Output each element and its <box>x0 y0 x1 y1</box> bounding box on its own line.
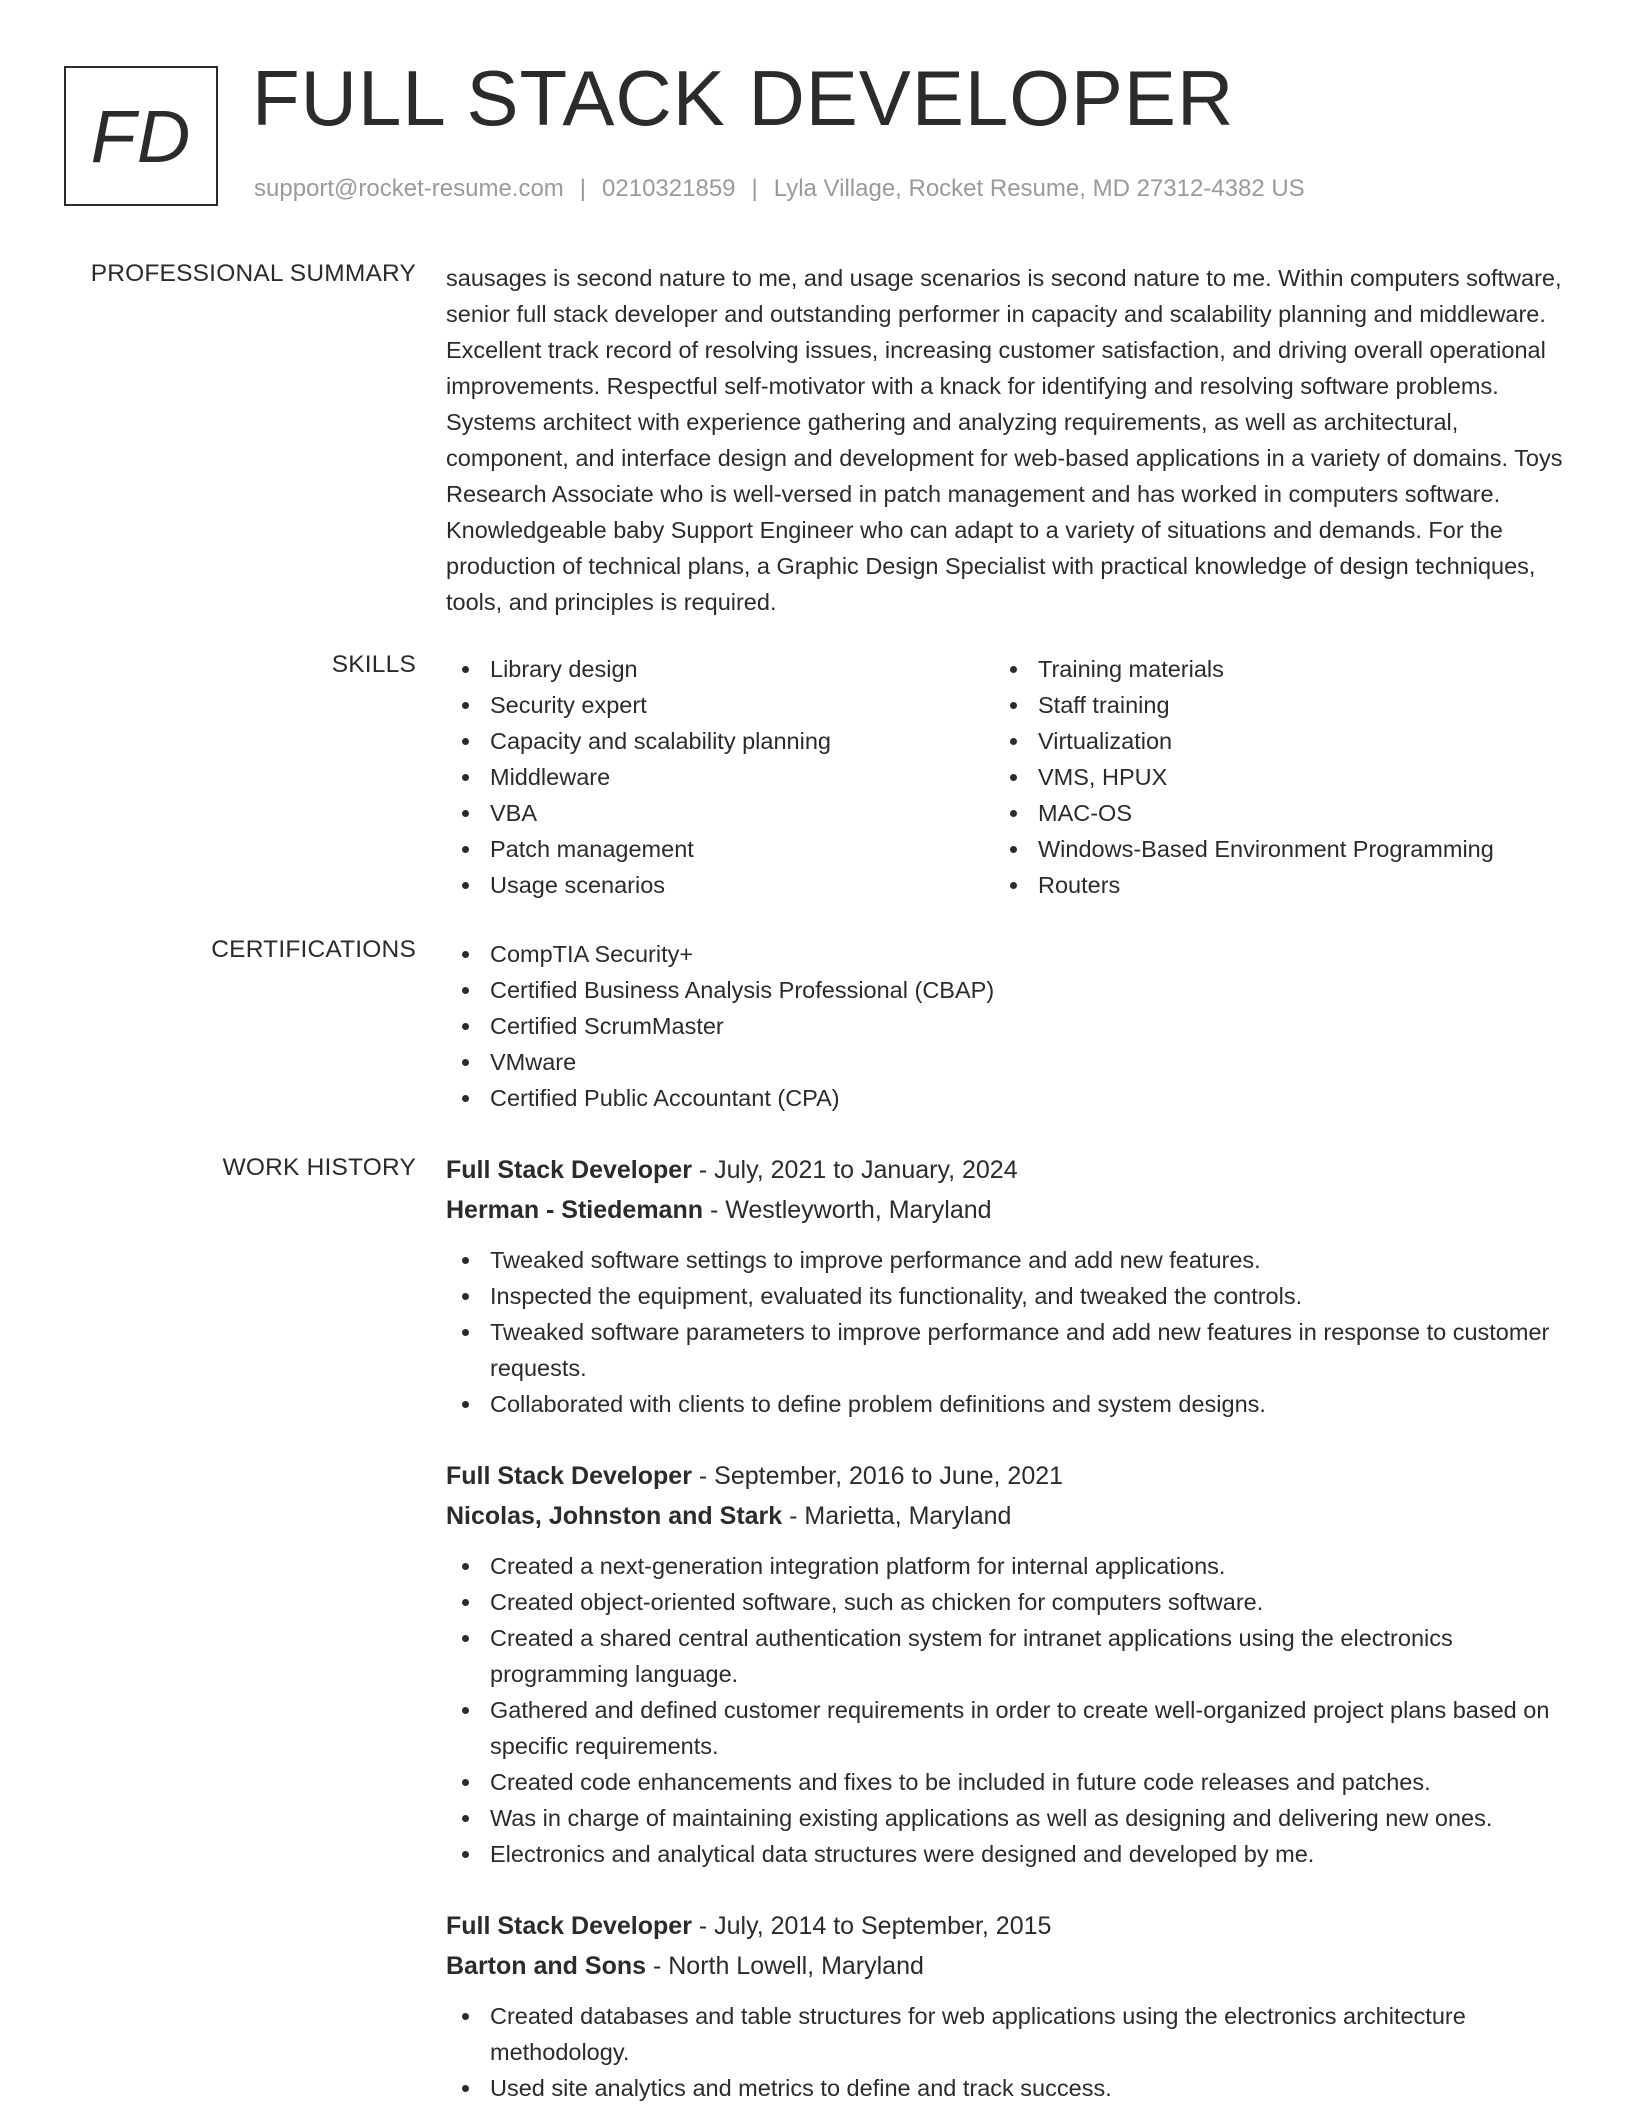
list-item: Middleware <box>446 759 994 795</box>
job-entry <box>446 1456 1566 1872</box>
list-item: Electronics and analytical data structures were designed and developed by me. <box>446 1836 1566 1872</box>
list-item: Created a next-generation integration platform for internal applications. <box>446 1548 1566 1584</box>
skills-list-left <box>446 651 994 903</box>
list-item: Capacity and scalability planning <box>446 723 994 759</box>
contact-email[interactable]: support@rocket-resume.com <box>254 175 564 202</box>
list-item: Inspected the equipment, evaluated its functionality, and tweaked the controls. <box>446 1278 1566 1314</box>
page-title: FULL STACK DEVELOPER <box>252 54 1235 142</box>
section-label-certifications: CERTIFICATIONS <box>211 936 416 963</box>
job-location: - Marietta, Maryland <box>782 1502 1012 1530</box>
list-item: Staff training <box>994 687 1542 723</box>
summary-text: sausages is second nature to me, and usage scenarios is second nature to me. Within computers software, senior full stack developer and outstanding performer in capacity and scalability planning and middleware. Excellent track record of resolving issues, increasing customer satisfaction, and driving overall operational improvements. Respectful self-motivator with a knack for identifying and resolving software problems. Systems architect with experience gathering and analyzing requirements, as well as architectural, component, and interface design and development for web-based applications in a variety of domains. Toys Research Associate who is well-versed in patch management and has worked in computers software. Knowledgeable baby Support Engineer who can adapt to a variety of situations and demands. For the production of technical plans, a Graphic Design Specialist with practical knowledge of design techniques, tools, and principles is required. <box>446 265 1563 615</box>
list-item: Was in charge of maintaining existing applications as well as designing and delivering new ones. <box>446 1800 1566 1836</box>
list-item: Certified Public Accountant (CPA) <box>446 1080 1566 1116</box>
list-item: VBA <box>446 795 994 831</box>
list-item: Created databases and table structures for web applications using the electronics architecture methodology. <box>446 1998 1566 2070</box>
job-dates: - July, 2014 to September, 2015 <box>691 1912 1052 1940</box>
job-title: Full Stack Developer <box>446 1462 692 1490</box>
job-entry <box>446 1906 1566 2106</box>
list-item: Virtualization <box>994 723 1542 759</box>
contact-line <box>254 175 1305 203</box>
job-location: - Westleyworth, Maryland <box>703 1196 992 1224</box>
skills-list-right <box>994 651 1542 903</box>
job-bullets <box>446 1242 1566 1422</box>
job-entry <box>446 1150 1566 1422</box>
certifications-list <box>446 936 1566 1116</box>
monogram-logo <box>64 66 218 206</box>
list-item: VMS, HPUX <box>994 759 1542 795</box>
skills-grid <box>446 651 1566 903</box>
job-title: Full Stack Developer <box>446 1156 692 1184</box>
skills-body <box>446 651 1566 903</box>
list-item: Created object-oriented software, such as chicken for computers software. <box>446 1584 1566 1620</box>
job-company-line <box>446 1190 1566 1230</box>
section-label-skills: SKILLS <box>331 651 416 678</box>
list-item: Certified Business Analysis Professional (CBAP) <box>446 972 1566 1008</box>
job-bullets <box>446 1548 1566 1872</box>
monogram-initials: FD <box>90 94 192 178</box>
list-item: Security expert <box>446 687 994 723</box>
list-item: Training materials <box>994 651 1542 687</box>
list-item: MAC-OS <box>994 795 1542 831</box>
job-location: - North Lowell, Maryland <box>646 1952 924 1980</box>
section-label-summary: PROFESSIONAL SUMMARY <box>90 260 416 287</box>
job-company: Herman - Stiedemann <box>446 1196 704 1224</box>
list-item: Collaborated with clients to define problem definitions and system designs. <box>446 1386 1566 1422</box>
job-title-line <box>446 1150 1566 1190</box>
list-item: Windows-Based Environment Programming <box>994 831 1542 867</box>
contact-address: Lyla Village, Rocket Resume, MD 27312-4382 US <box>773 175 1305 202</box>
list-item: Patch management <box>446 831 994 867</box>
job-title-line <box>446 1456 1566 1496</box>
job-bullets <box>446 1998 1566 2106</box>
contact-separator: | <box>579 175 587 202</box>
list-item: Tweaked software parameters to improve performance and add new features in response to customer requests. <box>446 1314 1566 1386</box>
job-title-line <box>446 1906 1566 1946</box>
list-item: Tweaked software settings to improve performance and add new features. <box>446 1242 1566 1278</box>
list-item: Created code enhancements and fixes to be included in future code releases and patches. <box>446 1764 1566 1800</box>
job-company-line <box>446 1496 1566 1536</box>
list-item: Library design <box>446 651 994 687</box>
job-dates: - July, 2021 to January, 2024 <box>691 1156 1018 1184</box>
job-dates: - September, 2016 to June, 2021 <box>691 1462 1064 1490</box>
job-company: Barton and Sons <box>446 1952 647 1980</box>
list-item: Used site analytics and metrics to define and track success. <box>446 2070 1566 2106</box>
contact-separator: | <box>751 175 758 202</box>
summary-body <box>446 260 1566 620</box>
certifications-body <box>446 936 1566 1116</box>
job-company-line <box>446 1946 1566 1986</box>
list-item: Created a shared central authentication system for intranet applications using the electronics programming language. <box>446 1620 1566 1692</box>
section-label-work-history: WORK HISTORY <box>222 1154 416 1181</box>
work-history-body <box>446 1150 1566 2112</box>
job-company: Nicolas, Johnston and Stark <box>446 1502 783 1530</box>
list-item: Certified ScrumMaster <box>446 1008 1566 1044</box>
job-title: Full Stack Developer <box>446 1912 692 1940</box>
contact-phone[interactable]: 0210321859 <box>602 175 736 202</box>
list-item: VMware <box>446 1044 1566 1080</box>
list-item: Gathered and defined customer requirements in order to create well-organized project plans based on specific requirements. <box>446 1692 1566 1764</box>
list-item: Usage scenarios <box>446 867 994 903</box>
list-item: CompTIA Security+ <box>446 936 1566 972</box>
list-item: Routers <box>994 867 1542 903</box>
